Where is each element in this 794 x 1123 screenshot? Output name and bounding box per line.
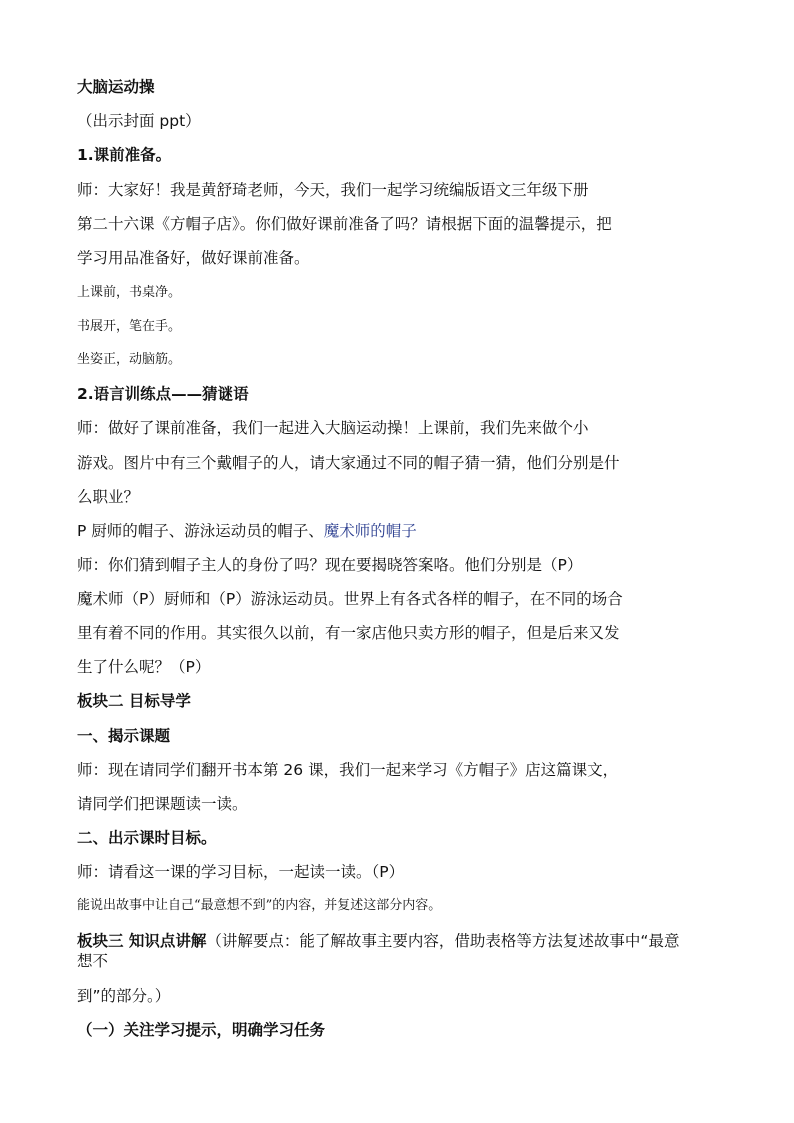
paragraph: 学习用品准备好，做好课前准备。 bbox=[77, 249, 310, 267]
paragraph: 师：现在请同学们翻开书本第 26 课，我们一起来学习《方帽子》店这篇课文， bbox=[77, 761, 619, 779]
text-run: P 厨师的帽子、游泳运动员的帽子、 bbox=[77, 522, 324, 540]
text-run-highlight: 魔术师的帽子 bbox=[323, 522, 417, 540]
paragraph bbox=[77, 521, 417, 541]
paragraph: 师：请看这一课的学习目标，一起读一读。（P） bbox=[77, 863, 405, 881]
paragraph: 魔术师（P）厨师和（P）游泳运动员。世界上有各式各样的帽子，在不同的场合 bbox=[77, 590, 623, 608]
paragraph: 到”的部分。） bbox=[77, 987, 171, 1005]
paragraph: 师：你们猜到帽子主人的身份了吗？现在要揭晓答案咯。他们分别是（P） bbox=[77, 556, 583, 574]
paragraph: 么职业？ bbox=[77, 488, 140, 506]
rhyme-line: 书展开，笔在手。 bbox=[77, 319, 182, 334]
text-run: （讲解要点：能了解故事主要内容，借助表格等方法复述故事中“最意 bbox=[206, 932, 680, 950]
paragraph: 第二十六课《方帽子店》。你们做好课前准备了吗？请根据下面的温馨提示，把 bbox=[77, 215, 612, 233]
paragraph: 生了什么呢？（P） bbox=[77, 658, 211, 676]
section-title: 大脑运动操 bbox=[77, 78, 155, 96]
paragraph: 师：做好了课前准备，我们一起进入大脑运动操！上课前，我们先来做个小 bbox=[77, 419, 589, 437]
heading: （一）关注学习提示，明确学习任务 bbox=[77, 1021, 326, 1039]
paragraph: 师：大家好！我是黄舒琦老师，今天，我们一起学习统编版语文三年级下册 bbox=[77, 181, 589, 199]
heading: 2.语言训练点——猜谜语 bbox=[77, 385, 249, 403]
section-label: 板块三 知识点讲解 bbox=[77, 932, 207, 950]
heading: 1.课前准备。 bbox=[77, 146, 172, 164]
paragraph: （出示封面 ppt） bbox=[77, 112, 201, 130]
paragraph: 想不 bbox=[77, 952, 109, 970]
objective-line: 能说出故事中让自己“最意想不到”的内容，并复述这部分内容。 bbox=[77, 898, 442, 913]
heading: 一、揭示课题 bbox=[77, 727, 171, 745]
heading: 板块二 目标导学 bbox=[77, 692, 191, 710]
heading: 二、出示课时目标。 bbox=[77, 829, 217, 847]
paragraph: 请同学们把课题读一读。 bbox=[77, 795, 248, 813]
paragraph bbox=[77, 931, 679, 951]
paragraph: 里有着不同的作用。其实很久以前，有一家店他只卖方形的帽子，但是后来又发 bbox=[77, 624, 620, 642]
rhyme-line: 上课前，书桌净。 bbox=[77, 285, 182, 300]
paragraph: 游戏。图片中有三个戴帽子的人，请大家通过不同的帽子猜一猜，他们分别是什 bbox=[77, 454, 620, 472]
rhyme-line: 坐姿正，动脑筋。 bbox=[77, 352, 182, 367]
